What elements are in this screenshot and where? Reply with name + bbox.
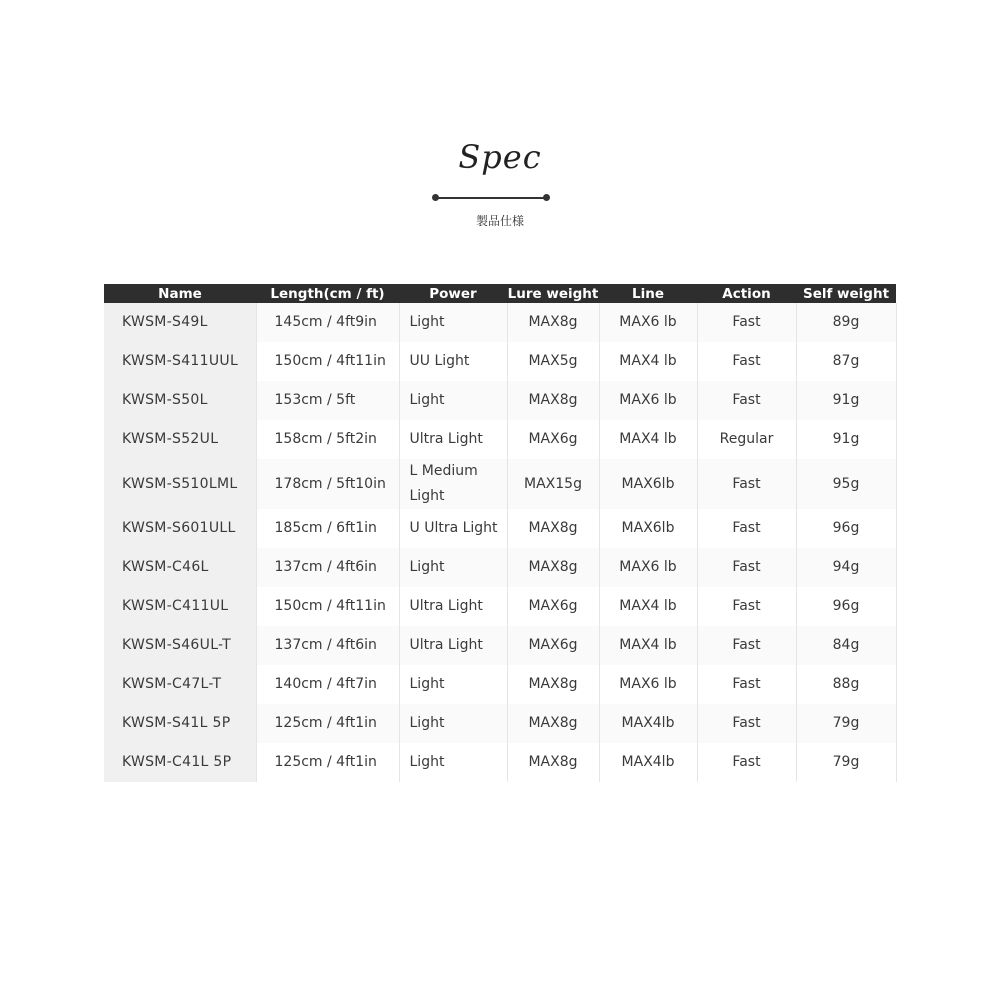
cell-model-name: KWSM-S46UL-T bbox=[104, 626, 256, 665]
cell-action: Fast bbox=[697, 743, 796, 782]
cell-self-weight: 79g bbox=[796, 704, 896, 743]
cell-length: 158cm / 5ft2in bbox=[256, 420, 399, 459]
page-title: Spec bbox=[458, 138, 542, 176]
table-row bbox=[104, 381, 896, 420]
cell-action: Fast bbox=[697, 587, 796, 626]
cell-action: Fast bbox=[697, 509, 796, 548]
cell-model-name: KWSM-C47L-T bbox=[104, 665, 256, 704]
cell-power: Light bbox=[399, 303, 507, 342]
cell-action: Fast bbox=[697, 548, 796, 587]
table-row bbox=[104, 303, 896, 342]
table-row bbox=[104, 420, 896, 459]
cell-lure-weight: MAX15g bbox=[507, 459, 599, 509]
column-header-self-weight: Self weight bbox=[796, 284, 896, 303]
cell-self-weight: 94g bbox=[796, 548, 896, 587]
cell-power: Light bbox=[399, 704, 507, 743]
cell-self-weight: 96g bbox=[796, 587, 896, 626]
column-header-lure-weight: Lure weight bbox=[507, 285, 599, 302]
cell-lure-weight: MAX5g bbox=[507, 342, 599, 381]
cell-model-name: KWSM-S411UUL bbox=[104, 342, 256, 381]
cell-length: 125cm / 4ft1in bbox=[256, 743, 399, 782]
table-row bbox=[104, 459, 896, 509]
table-row bbox=[104, 665, 896, 704]
table-row bbox=[104, 704, 896, 743]
cell-power: Ultra Light bbox=[399, 626, 507, 665]
cell-length: 150cm / 4ft11in bbox=[256, 587, 399, 626]
cell-model-name: KWSM-S41L 5P bbox=[104, 704, 256, 743]
column-header-line: Line bbox=[599, 284, 697, 303]
cell-line: MAX6lb bbox=[599, 459, 697, 509]
cell-self-weight: 95g bbox=[796, 459, 896, 509]
table-row bbox=[104, 743, 896, 782]
spec-table bbox=[104, 284, 897, 782]
cell-line: MAX4lb bbox=[599, 704, 697, 743]
column-header-power: Power bbox=[399, 284, 507, 303]
divider-dot-right bbox=[543, 194, 550, 201]
cell-self-weight: 84g bbox=[796, 626, 896, 665]
cell-power: Ultra Light bbox=[399, 420, 507, 459]
cell-model-name: KWSM-S49L bbox=[104, 303, 256, 342]
cell-self-weight: 89g bbox=[796, 303, 896, 342]
cell-action: Fast bbox=[697, 665, 796, 704]
cell-self-weight: 91g bbox=[796, 381, 896, 420]
cell-power: Light bbox=[399, 665, 507, 704]
cell-lure-weight: MAX8g bbox=[507, 509, 599, 548]
column-header-action: Action bbox=[697, 284, 796, 303]
cell-power: Light bbox=[399, 548, 507, 587]
cell-line: MAX6 lb bbox=[599, 303, 697, 342]
table-row bbox=[104, 342, 896, 381]
cell-action: Fast bbox=[697, 303, 796, 342]
cell-length: 137cm / 4ft6in bbox=[256, 548, 399, 587]
header-row bbox=[104, 284, 896, 303]
table-row bbox=[104, 626, 896, 665]
cell-self-weight: 79g bbox=[796, 743, 896, 782]
cell-length: 185cm / 6ft1in bbox=[256, 509, 399, 548]
cell-line: MAX4 lb bbox=[599, 587, 697, 626]
cell-action: Regular bbox=[697, 420, 796, 459]
column-header-name: Name bbox=[104, 284, 256, 303]
cell-lure-weight: MAX8g bbox=[507, 704, 599, 743]
cell-self-weight: 88g bbox=[796, 665, 896, 704]
cell-length: 145cm / 4ft9in bbox=[256, 303, 399, 342]
cell-lure-weight: MAX6g bbox=[507, 587, 599, 626]
cell-line: MAX4 lb bbox=[599, 342, 697, 381]
cell-line: MAX4 lb bbox=[599, 626, 697, 665]
cell-power: U Ultra Light bbox=[399, 509, 507, 548]
cell-model-name: KWSM-S52UL bbox=[104, 420, 256, 459]
spec-table-header bbox=[104, 284, 896, 303]
title-divider bbox=[436, 197, 546, 199]
column-header-length: Length(cm / ft) bbox=[256, 284, 399, 303]
cell-model-name: KWSM-C411UL bbox=[104, 587, 256, 626]
table-row bbox=[104, 587, 896, 626]
cell-power: Light bbox=[399, 743, 507, 782]
cell-action: Fast bbox=[697, 626, 796, 665]
cell-self-weight: 91g bbox=[796, 420, 896, 459]
cell-line: MAX6lb bbox=[599, 509, 697, 548]
cell-model-name: KWSM-C46L bbox=[104, 548, 256, 587]
cell-action: Fast bbox=[697, 381, 796, 420]
cell-self-weight: 87g bbox=[796, 342, 896, 381]
cell-length: 153cm / 5ft bbox=[256, 381, 399, 420]
cell-lure-weight: MAX8g bbox=[507, 548, 599, 587]
cell-model-name: KWSM-S50L bbox=[104, 381, 256, 420]
cell-line: MAX4 lb bbox=[599, 420, 697, 459]
cell-action: Fast bbox=[697, 459, 796, 509]
cell-length: 125cm / 4ft1in bbox=[256, 704, 399, 743]
table-row bbox=[104, 548, 896, 587]
spec-table-body bbox=[104, 303, 896, 782]
cell-lure-weight: MAX8g bbox=[507, 665, 599, 704]
cell-length: 178cm / 5ft10in bbox=[256, 459, 399, 509]
cell-line: MAX4lb bbox=[599, 743, 697, 782]
cell-lure-weight: MAX8g bbox=[507, 381, 599, 420]
cell-action: Fast bbox=[697, 704, 796, 743]
cell-model-name: KWSM-S510LML bbox=[104, 459, 256, 509]
cell-self-weight: 96g bbox=[796, 509, 896, 548]
cell-lure-weight: MAX8g bbox=[507, 743, 599, 782]
table-row bbox=[104, 509, 896, 548]
cell-power: L Medium Light bbox=[399, 459, 507, 509]
cell-model-name: KWSM-S601ULL bbox=[104, 509, 256, 548]
cell-model-name: KWSM-C41L 5P bbox=[104, 743, 256, 782]
cell-lure-weight: MAX6g bbox=[507, 626, 599, 665]
cell-power: UU Light bbox=[399, 342, 507, 381]
cell-line: MAX6 lb bbox=[599, 665, 697, 704]
cell-line: MAX6 lb bbox=[599, 381, 697, 420]
cell-power: Light bbox=[399, 381, 507, 420]
page-subtitle: 製品仕様 bbox=[475, 214, 524, 228]
cell-lure-weight: MAX6g bbox=[507, 420, 599, 459]
cell-length: 137cm / 4ft6in bbox=[256, 626, 399, 665]
cell-lure-weight: MAX8g bbox=[507, 303, 599, 342]
cell-line: MAX6 lb bbox=[599, 548, 697, 587]
cell-action: Fast bbox=[697, 342, 796, 381]
cell-length: 140cm / 4ft7in bbox=[256, 665, 399, 704]
cell-length: 150cm / 4ft11in bbox=[256, 342, 399, 381]
cell-power: Ultra Light bbox=[399, 587, 507, 626]
